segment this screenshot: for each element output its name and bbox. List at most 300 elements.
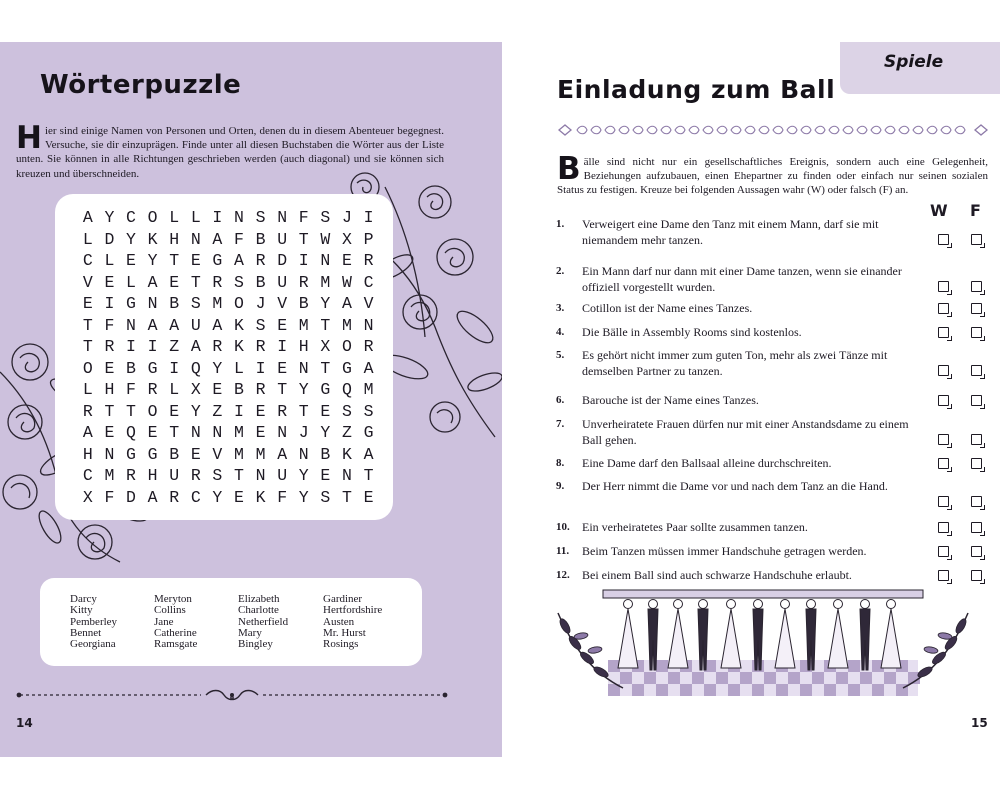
left-page bbox=[0, 42, 502, 757]
grid-letter[interactable]: W bbox=[341, 272, 352, 292]
true-checkbox[interactable] bbox=[938, 458, 949, 469]
grid-letter[interactable]: Y bbox=[190, 401, 201, 421]
grid-letter[interactable]: R bbox=[126, 466, 136, 485]
grid-letter[interactable]: S bbox=[341, 401, 352, 421]
grid-letter[interactable]: N bbox=[234, 208, 244, 227]
grid-letter[interactable]: I bbox=[234, 401, 244, 421]
grid-letter[interactable]: D bbox=[277, 251, 288, 270]
statement-text: Der Herr nimmt die Dame vor und nach dem Tanz an die Hand. bbox=[582, 479, 888, 493]
statement-number: 9. bbox=[556, 480, 565, 492]
grid-letter[interactable]: E bbox=[277, 315, 288, 335]
word-column bbox=[238, 594, 288, 650]
grid-letter[interactable]: F bbox=[298, 208, 309, 227]
grid-letter[interactable]: U bbox=[169, 466, 180, 485]
intro-text: älle sind nicht nur ein gesellschaftliches Ereignis, sondern auch eine Gelegenheit, Beziehungen aufzubauen, einen Ehepartner zu finden oder einfach nur seinen sozialen Status zu festigen. Kreuze bei folgenden Aussagen wahr (W) oder falsch (F) an. bbox=[557, 156, 988, 197]
statement-number: 8. bbox=[556, 457, 565, 469]
grid-letter[interactable]: T bbox=[341, 487, 352, 507]
grid-letter[interactable]: S bbox=[212, 466, 223, 485]
false-checkbox[interactable] bbox=[971, 303, 982, 314]
dancer-figure bbox=[860, 600, 870, 671]
grid-letter[interactable]: Y bbox=[212, 487, 223, 507]
statement-number: 10. bbox=[556, 521, 570, 533]
statement-text: Ein verheiratetes Paar sollte zusammen tanzen. bbox=[582, 520, 808, 534]
grid-letter[interactable]: L bbox=[190, 208, 201, 227]
dancer-figure bbox=[698, 600, 708, 671]
grid-letter[interactable]: N bbox=[255, 466, 266, 485]
grid-letter[interactable]: E bbox=[363, 487, 374, 507]
word-item: Austen bbox=[323, 615, 355, 628]
grid-letter[interactable]: X bbox=[190, 380, 201, 399]
grid-letter[interactable]: D bbox=[126, 487, 136, 507]
grid-letter[interactable]: T bbox=[104, 401, 115, 421]
word-column bbox=[323, 594, 382, 650]
grid-letter[interactable]: V bbox=[277, 294, 288, 313]
grid-letter[interactable]: M bbox=[212, 294, 223, 313]
dancer-figure bbox=[648, 600, 658, 671]
grid-letter[interactable]: S bbox=[363, 401, 374, 421]
grid-letter[interactable]: E bbox=[82, 294, 93, 313]
grid-letter[interactable]: K bbox=[234, 315, 244, 335]
grid-letter[interactable]: T bbox=[82, 315, 93, 335]
grid-letter[interactable]: F bbox=[277, 487, 288, 507]
word-column bbox=[154, 594, 197, 650]
grid-row bbox=[77, 272, 377, 294]
word-item: Netherfield bbox=[238, 615, 289, 628]
true-checkbox[interactable] bbox=[938, 546, 949, 557]
statement-text: Barouche ist der Name eines Tanzes. bbox=[582, 393, 759, 407]
grid-row bbox=[77, 293, 377, 315]
grid-letter[interactable]: X bbox=[341, 229, 352, 249]
grid-letter[interactable]: H bbox=[82, 444, 93, 464]
false-checkbox[interactable] bbox=[971, 522, 982, 533]
grid-letter[interactable]: S bbox=[234, 272, 244, 292]
grid-letter[interactable]: R bbox=[363, 251, 374, 270]
grid-letter[interactable]: B bbox=[234, 380, 244, 399]
grid-letter[interactable]: S bbox=[190, 294, 201, 313]
grid-letter[interactable]: F bbox=[104, 487, 115, 507]
grid-letter[interactable]: E bbox=[104, 423, 115, 442]
statement-text: Es gehört nicht immer zum guten Ton, mehr als zwei Tänze mit demselben Partner zu tanzen. bbox=[582, 348, 888, 378]
grid-letter[interactable]: A bbox=[212, 229, 223, 249]
column-false-label: F bbox=[970, 201, 981, 220]
grid-letter[interactable]: Q bbox=[126, 423, 136, 442]
grid-letter[interactable]: Z bbox=[169, 337, 180, 356]
grid-letter[interactable]: O bbox=[147, 208, 158, 227]
grid-letter[interactable]: M bbox=[363, 380, 374, 399]
section-tab bbox=[840, 42, 1000, 94]
grid-letter[interactable]: K bbox=[255, 487, 266, 507]
grid-letter[interactable]: N bbox=[298, 444, 309, 464]
grid-letter[interactable]: C bbox=[126, 208, 136, 227]
ballroom-dancers-illustration bbox=[553, 588, 973, 698]
word-item: Jane bbox=[154, 615, 174, 628]
grid-letter[interactable]: Y bbox=[298, 380, 309, 399]
grid-letter[interactable]: R bbox=[190, 466, 201, 485]
grid-row bbox=[77, 207, 377, 229]
grid-letter[interactable]: C bbox=[190, 487, 201, 507]
grid-letter[interactable]: A bbox=[234, 251, 244, 270]
grid-letter[interactable]: X bbox=[82, 487, 93, 507]
grid-letter[interactable]: B bbox=[298, 294, 309, 313]
grid-row bbox=[77, 444, 377, 466]
grid-letter[interactable]: I bbox=[255, 358, 266, 378]
grid-letter[interactable]: A bbox=[169, 315, 180, 335]
grid-letter[interactable]: M bbox=[234, 423, 244, 442]
grid-letter[interactable]: R bbox=[82, 401, 93, 421]
grid-letter[interactable]: Q bbox=[190, 358, 201, 378]
grid-letter[interactable]: J bbox=[341, 208, 352, 227]
statement-number: 6. bbox=[556, 394, 565, 406]
grid-letter[interactable]: T bbox=[320, 358, 331, 378]
grid-letter[interactable]: R bbox=[169, 487, 180, 507]
word-item: Collins bbox=[154, 604, 186, 617]
grid-letter[interactable]: N bbox=[190, 229, 201, 249]
statement-text: Bei einem Ball sind auch schwarze Handschuhe erlaubt. bbox=[582, 568, 852, 582]
grid-letter[interactable]: Y bbox=[298, 466, 309, 485]
grid-letter[interactable]: I bbox=[104, 294, 115, 313]
grid-letter[interactable]: N bbox=[190, 423, 201, 442]
grid-letter[interactable]: W bbox=[320, 229, 331, 249]
grid-letter[interactable]: T bbox=[363, 466, 374, 485]
grid-letter[interactable]: M bbox=[104, 466, 115, 485]
grid-letter[interactable]: V bbox=[82, 272, 93, 292]
grid-letter[interactable]: R bbox=[277, 401, 288, 421]
drop-cap: B bbox=[557, 151, 581, 187]
intro-paragraph bbox=[557, 151, 988, 198]
grid-letter[interactable]: E bbox=[190, 251, 201, 270]
false-checkbox[interactable] bbox=[971, 458, 982, 469]
word-item: Elizabeth bbox=[238, 593, 280, 605]
grid-letter[interactable]: C bbox=[363, 272, 374, 292]
false-checkbox[interactable] bbox=[971, 281, 982, 292]
statement-text: Unverheiratete Frauen dürfen nur mit einer Anstandsdame zu einem Ball gehen. bbox=[582, 417, 909, 447]
word-item: Hertfordshire bbox=[323, 604, 383, 617]
grid-letter[interactable]: G bbox=[363, 423, 374, 442]
grid-letter[interactable]: U bbox=[277, 272, 288, 292]
grid-letter[interactable]: E bbox=[190, 444, 201, 464]
statement-number: 12. bbox=[556, 569, 570, 581]
word-item: Kitty bbox=[70, 604, 93, 617]
grid-letter[interactable]: T bbox=[298, 401, 309, 421]
grid-row bbox=[77, 465, 377, 487]
intro-paragraph bbox=[16, 120, 444, 181]
grid-letter[interactable]: G bbox=[126, 444, 136, 464]
grid-letter[interactable]: I bbox=[212, 208, 223, 227]
grid-letter[interactable]: Y bbox=[212, 358, 223, 378]
statement-text: Eine Dame darf den Ballsaal alleine durchschreiten. bbox=[582, 456, 832, 470]
grid-letter[interactable]: T bbox=[169, 423, 180, 442]
grid-letter[interactable]: L bbox=[104, 251, 115, 270]
true-checkbox[interactable] bbox=[938, 303, 949, 314]
grid-row bbox=[77, 379, 377, 401]
grid-letter[interactable]: S bbox=[255, 315, 266, 335]
grid-letter[interactable]: L bbox=[126, 272, 136, 292]
grid-letter[interactable]: A bbox=[147, 487, 158, 507]
grid-letter[interactable]: V bbox=[212, 444, 223, 464]
grid-letter[interactable]: A bbox=[341, 294, 352, 313]
grid-letter[interactable]: N bbox=[341, 466, 352, 485]
false-checkbox[interactable] bbox=[971, 546, 982, 557]
grid-letter[interactable]: M bbox=[341, 315, 352, 335]
grid-letter[interactable]: V bbox=[363, 294, 374, 313]
grid-letter[interactable]: Z bbox=[212, 401, 223, 421]
grid-letter[interactable]: B bbox=[255, 272, 266, 292]
statement-number: 7. bbox=[556, 418, 565, 430]
word-item: Catherine bbox=[154, 626, 197, 639]
grid-letter[interactable]: F bbox=[234, 229, 244, 249]
grid-letter[interactable]: C bbox=[82, 251, 93, 270]
grid-letter[interactable]: H bbox=[147, 466, 158, 485]
ornament-band-icon bbox=[557, 123, 989, 137]
grid-letter[interactable]: T bbox=[277, 380, 288, 399]
grid-row bbox=[77, 358, 377, 380]
grid-letter[interactable]: R bbox=[298, 272, 309, 292]
true-checkbox[interactable] bbox=[938, 434, 949, 445]
grid-letter[interactable]: R bbox=[255, 380, 266, 399]
grid-letter[interactable]: N bbox=[320, 251, 331, 270]
grid-letter[interactable]: E bbox=[147, 423, 158, 442]
dancer-figure bbox=[806, 600, 816, 671]
statement-number: 4. bbox=[556, 326, 565, 338]
grid-letter[interactable]: D bbox=[104, 229, 115, 249]
grid-letter[interactable]: U bbox=[190, 315, 201, 335]
false-checkbox[interactable] bbox=[971, 365, 982, 376]
grid-letter[interactable]: L bbox=[169, 208, 180, 227]
page-title: Wörterpuzzle bbox=[40, 70, 242, 100]
grid-letter[interactable]: E bbox=[255, 423, 266, 442]
grid-letter[interactable]: B bbox=[169, 294, 180, 313]
false-checkbox[interactable] bbox=[971, 496, 982, 507]
grid-letter[interactable]: F bbox=[104, 315, 115, 335]
word-list bbox=[40, 578, 422, 666]
grid-letter[interactable]: N bbox=[277, 423, 288, 442]
false-checkbox[interactable] bbox=[971, 327, 982, 338]
column-true-label: W bbox=[930, 201, 948, 220]
grid-letter[interactable]: B bbox=[320, 444, 331, 464]
true-checkbox[interactable] bbox=[938, 496, 949, 507]
grid-letter[interactable]: E bbox=[320, 401, 331, 421]
grid-letter[interactable]: N bbox=[147, 294, 158, 313]
true-checkbox[interactable] bbox=[938, 281, 949, 292]
grid-letter[interactable]: I bbox=[298, 251, 309, 270]
grid-letter[interactable]: J bbox=[255, 294, 266, 313]
statement-number: 5. bbox=[556, 349, 565, 361]
grid-letter[interactable]: H bbox=[104, 380, 115, 399]
grid-row bbox=[77, 315, 377, 337]
grid-letter[interactable]: Q bbox=[341, 380, 352, 399]
grid-letter[interactable]: N bbox=[212, 423, 223, 442]
grid-letter[interactable]: T bbox=[298, 229, 309, 249]
grid-letter[interactable]: T bbox=[190, 272, 201, 292]
false-checkbox[interactable] bbox=[971, 234, 982, 245]
grid-letter[interactable]: E bbox=[126, 251, 136, 270]
grid-letter[interactable]: M bbox=[255, 444, 266, 464]
grid-letter[interactable]: E bbox=[234, 487, 244, 507]
grid-letter[interactable]: Z bbox=[341, 423, 352, 442]
grid-letter[interactable]: A bbox=[212, 315, 223, 335]
word-item: Darcy bbox=[70, 593, 97, 605]
grid-letter[interactable]: S bbox=[320, 487, 331, 507]
drop-cap: H bbox=[16, 120, 42, 156]
grid-letter[interactable]: L bbox=[169, 380, 180, 399]
grid-letter[interactable]: Y bbox=[298, 487, 309, 507]
grid-letter[interactable]: U bbox=[277, 229, 288, 249]
grid-letter[interactable]: G bbox=[212, 251, 223, 270]
word-item: Bennet bbox=[70, 626, 102, 639]
true-checkbox[interactable] bbox=[938, 327, 949, 338]
grid-letter[interactable]: B bbox=[126, 358, 136, 378]
grid-letter[interactable]: E bbox=[169, 401, 180, 421]
grid-letter[interactable]: I bbox=[126, 337, 136, 356]
grid-letter[interactable]: I bbox=[363, 208, 374, 227]
grid-letter[interactable]: A bbox=[147, 272, 158, 292]
dancer-figure bbox=[881, 600, 901, 669]
grid-letter[interactable]: Y bbox=[147, 251, 158, 270]
grid-letter[interactable]: S bbox=[255, 208, 266, 227]
grid-letter[interactable]: O bbox=[341, 337, 352, 356]
grid-letter[interactable]: K bbox=[147, 229, 158, 249]
grid-letter[interactable]: G bbox=[126, 294, 136, 313]
word-item: Bingley bbox=[238, 638, 273, 651]
grid-letter[interactable]: R bbox=[363, 337, 374, 356]
true-checkbox[interactable] bbox=[938, 234, 949, 245]
word-item: Ramsgate bbox=[154, 638, 198, 651]
grid-letter[interactable]: I bbox=[169, 358, 180, 378]
right-page bbox=[513, 42, 1000, 757]
false-checkbox[interactable] bbox=[971, 434, 982, 445]
grid-letter[interactable]: B bbox=[255, 229, 266, 249]
word-search-grid bbox=[55, 194, 393, 520]
dancer-figure bbox=[618, 600, 638, 669]
grid-letter[interactable]: H bbox=[169, 229, 180, 249]
grid-letter[interactable]: K bbox=[234, 337, 244, 356]
grid-letter[interactable]: R bbox=[212, 272, 223, 292]
grid-letter[interactable]: T bbox=[82, 337, 93, 356]
grid-row bbox=[77, 401, 377, 423]
grid-letter[interactable]: X bbox=[320, 337, 331, 356]
grid-letter[interactable]: T bbox=[234, 466, 244, 485]
grid-letter[interactable]: R bbox=[104, 337, 115, 356]
grid-letter[interactable]: A bbox=[82, 423, 93, 442]
statement-number: 2. bbox=[556, 265, 565, 277]
grid-letter[interactable]: M bbox=[298, 315, 309, 335]
grid-letter[interactable]: T bbox=[169, 251, 180, 270]
grid-letter[interactable]: N bbox=[363, 315, 374, 335]
grid-letter[interactable]: N bbox=[104, 444, 115, 464]
false-checkbox[interactable] bbox=[971, 570, 982, 581]
grid-letter[interactable]: E bbox=[104, 272, 115, 292]
grid-letter[interactable]: E bbox=[277, 358, 288, 378]
word-item: Georgiana bbox=[70, 638, 116, 651]
grid-letter[interactable]: G bbox=[341, 358, 352, 378]
grid-letter[interactable]: P bbox=[363, 229, 374, 249]
intro-text: ier sind einige Namen von Personen und Orten, denen du in diesem Abenteuer begegnest. Versuche, sie dir einzuprägen. Finde unter all diesen Buchstaben die Wörter aus der Liste unten. Sie können in alle Richtungen geschrieben werden (auch diagonal) und sie können sich kreuzen und überschneiden. bbox=[16, 125, 444, 180]
grid-letter[interactable]: H bbox=[298, 337, 309, 356]
grid-letter[interactable]: R bbox=[255, 251, 266, 270]
dancer-figure bbox=[668, 600, 688, 669]
grid-letter[interactable]: A bbox=[363, 444, 374, 464]
grid-letter[interactable]: J bbox=[298, 423, 309, 442]
grid-letter[interactable]: N bbox=[298, 358, 309, 378]
grid-letter[interactable]: Y bbox=[320, 294, 331, 313]
grid-letter[interactable]: O bbox=[147, 401, 158, 421]
page-number: 15 bbox=[971, 716, 988, 730]
statement-text: Beim Tanzen müssen immer Handschuhe getragen werden. bbox=[582, 544, 867, 558]
true-checkbox[interactable] bbox=[938, 522, 949, 533]
grid-letter[interactable]: R bbox=[212, 337, 223, 356]
grid-letter[interactable]: E bbox=[341, 251, 352, 270]
grid-letter[interactable]: M bbox=[234, 444, 244, 464]
statement-number: 1. bbox=[556, 218, 565, 230]
grid-row bbox=[77, 422, 377, 444]
grid-letter[interactable]: L bbox=[234, 358, 244, 378]
true-checkbox[interactable] bbox=[938, 365, 949, 376]
grid-letter[interactable]: U bbox=[277, 466, 288, 485]
statement-text: Die Bälle in Assembly Rooms sind kostenlos. bbox=[582, 325, 802, 339]
grid-letter[interactable]: B bbox=[169, 444, 180, 464]
grid-letter[interactable]: G bbox=[147, 358, 158, 378]
grid-letter[interactable]: F bbox=[126, 380, 136, 399]
grid-row bbox=[77, 336, 377, 358]
grid-letter[interactable]: K bbox=[341, 444, 352, 464]
true-checkbox[interactable] bbox=[938, 395, 949, 406]
grid-letter[interactable]: G bbox=[320, 380, 331, 399]
word-column bbox=[70, 594, 117, 650]
grid-letter[interactable]: A bbox=[190, 337, 201, 356]
grid-letter[interactable]: M bbox=[320, 272, 331, 292]
grid-row bbox=[77, 229, 377, 251]
grid-letter[interactable]: Y bbox=[126, 229, 136, 249]
word-item: Mr. Hurst bbox=[323, 626, 366, 639]
statement-number: 11. bbox=[556, 545, 570, 557]
grid-letter[interactable]: A bbox=[277, 444, 288, 464]
grid-letter[interactable]: E bbox=[104, 358, 115, 378]
grid-letter[interactable]: I bbox=[277, 337, 288, 356]
grid-letter[interactable]: L bbox=[82, 229, 93, 249]
grid-letter[interactable]: Y bbox=[104, 208, 115, 227]
grid-letter[interactable]: T bbox=[126, 401, 136, 421]
word-item: Pemberley bbox=[70, 615, 118, 628]
grid-letter[interactable]: R bbox=[255, 337, 266, 356]
grid-letter[interactable]: O bbox=[234, 294, 244, 313]
page-title: Einladung zum Ball bbox=[557, 75, 836, 104]
grid-letter[interactable]: R bbox=[147, 380, 158, 399]
statement-text: Ein Mann darf nur dann mit einer Dame tanzen, wenn sie einander offiziell vorgestellt wurden. bbox=[582, 264, 902, 294]
grid-letter[interactable]: G bbox=[147, 444, 158, 464]
grid-letter[interactable]: Y bbox=[320, 423, 331, 442]
grid-letter[interactable]: A bbox=[82, 208, 93, 227]
grid-letter[interactable]: E bbox=[320, 466, 331, 485]
word-item: Meryton bbox=[154, 593, 192, 605]
grid-letter[interactable]: A bbox=[363, 358, 374, 378]
false-checkbox[interactable] bbox=[971, 395, 982, 406]
grid-letter[interactable]: I bbox=[147, 337, 158, 356]
true-checkbox[interactable] bbox=[938, 570, 949, 581]
grid-letter[interactable]: N bbox=[126, 315, 136, 335]
grid-letter[interactable]: L bbox=[82, 380, 93, 399]
grid-letter[interactable]: C bbox=[82, 466, 93, 485]
grid-letter[interactable]: A bbox=[147, 315, 158, 335]
grid-letter[interactable]: O bbox=[82, 358, 93, 378]
grid-letter[interactable]: E bbox=[212, 380, 223, 399]
grid-letter[interactable]: T bbox=[320, 315, 331, 335]
statement-text: Verweigert eine Dame den Tanz mit einem Mann, darf sie mit niemandem mehr tanzen. bbox=[582, 217, 879, 247]
grid-letter[interactable]: S bbox=[320, 208, 331, 227]
grid-letter[interactable]: E bbox=[255, 401, 266, 421]
ornament-divider-icon bbox=[16, 688, 448, 702]
grid-letter[interactable]: N bbox=[277, 208, 288, 227]
grid-letter[interactable]: E bbox=[169, 272, 180, 292]
